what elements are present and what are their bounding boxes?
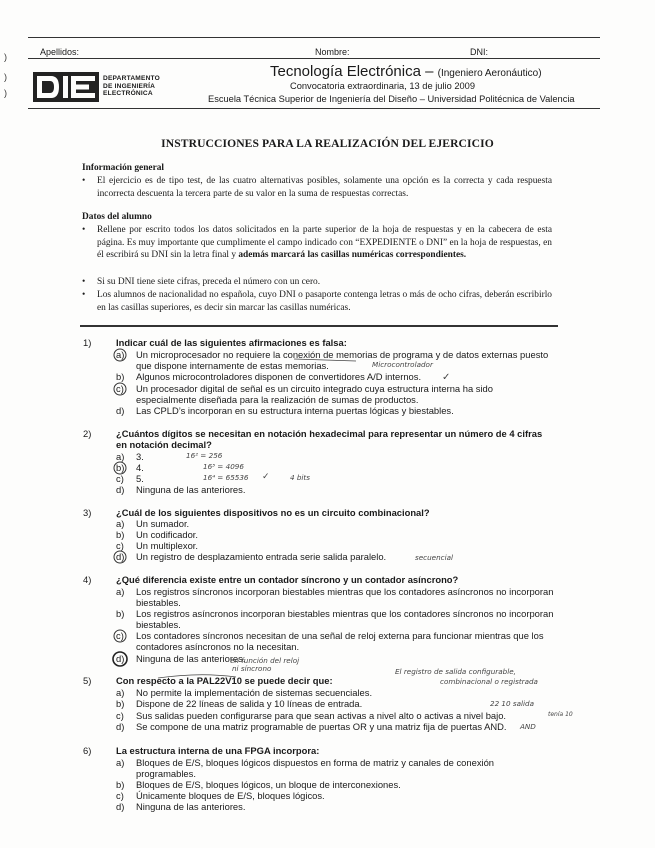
option-text: 3. [136,451,144,462]
option-text: Se compone de una matriz programable de puertas OR y una matriz fija de puertas AND. [136,721,507,732]
option-text: Un multiplexor. [136,540,199,551]
option-letter: c) [116,630,124,641]
handwritten-note: 16³ = 4096 [203,462,244,471]
question-number: 2) [83,428,92,439]
question-text: Indicar cuál de las siguientes afirmaciones es falsa: [116,337,347,348]
handwritten-note: combinacional o registrada [440,677,538,686]
option-letter: d) [116,801,125,812]
handwritten-note: Microcontrolador [372,360,433,369]
option-letter: a) [116,451,125,462]
student-item-3-text: Los alumnos de nacionalidad no española, cuyo DNI o pasaporte contenga letras o más de ocho cifras, deberán escribirlo en las casillas superiores, es decir sin marcar las casillas numéricas. [97,290,552,313]
option-letter: a) [116,518,125,529]
student-heading-text: Datos del alumno [82,212,152,222]
handwritten-note: 16⁴ = 65536 [203,473,249,482]
option-letter: c) [116,790,124,801]
check-mark-icon: ✓ [262,472,270,482]
option-letter: c) [116,473,124,484]
option-text: Sus salidas pueden configurarse para que sean activas a nivel alto o activas a nivel bajo. [136,710,507,721]
option-text: Bloques de E/S, bloques lógicos dispuestos en forma de matriz y canales de conexión programables. [136,757,495,780]
option-letter: c) [116,710,124,721]
option-text: Los contadores síncronos necesitan de una señal de reloj externa para funcionar mientras que los contadores asíncronos no la necesitan. [136,630,544,653]
option-text: Dispone de 22 líneas de salida y 10 líneas de entrada. [136,698,363,709]
question-text: ¿Cuántos dígitos se necesitan en notación hexadecimal para representar un número de 4 cifras en notación decimal? [116,428,543,451]
dept-line-1: DEPARTAMENTO [103,75,160,82]
option-text: Los registros asíncronos incorporan biestables mientras que los contadores síncronos no incorporan biestables. [136,608,554,631]
option-text: Algunos microcontroladores disponen de convertidores A/D internos. [136,371,422,382]
course-name: Tecnología Electrónica – [270,63,434,80]
student-item-1a: Rellene por escrito todos los datos solicitados en la parte superior de la hoja de respuestas y en la cabecera de esta página. Es muy importante que cumplimente el campo indicado con “EXPEDIENTE o DNI” en la hoja de respuestas, en él escribirá su DNI sin la letra final y [97,225,552,261]
option-letter: a) [116,687,125,698]
option-letter: a) [116,586,125,597]
dept-line-2: DE INGENIERÍA [103,82,156,90]
student-item-1b: además marcará las casillas numéricas correspondientes. [238,250,467,261]
check-mark-icon: ✓ [442,372,451,383]
question-number: 4) [83,574,92,585]
handwritten-note: 4 bits [290,473,310,482]
circle-mark-q4c [114,630,126,642]
underline-mark [294,359,356,361]
question-text: La estructura interna de una FPGA incorpora: [116,745,320,756]
question-number: 6) [83,745,92,756]
option-text: 5. [136,473,144,484]
convocatoria: Convocatoria extraordinaria, 13 de julio 2009 [290,81,476,91]
circle-mark-q3d [114,551,126,563]
question-text: ¿Qué diferencia existe entre un contador síncrono y un contador asíncrono? [116,574,459,585]
handwritten-note: en función del reloj [230,656,300,665]
circle-mark-q2b [114,462,126,474]
dept-line-3: ELECTRÓNICA [103,90,153,98]
circle-mark-q4d [113,652,127,666]
nombre-label: Nombre: [315,47,350,57]
handwritten-note: 22 10 salida [490,699,534,708]
option-text: Un codificador. [136,529,199,540]
instructions-title: INSTRUCCIONES PARA LA REALIZACIÓN DEL EJERCICIO [161,137,494,150]
general-item-text: El ejercicio es de tipo test, de las cuatro alternativas posibles, solamente una opción es la correcta y cada respuesta incorrecta descuenta la tercera parte de su valor en la suma de respuestas correctas. [97,176,552,199]
question-number: 3) [83,507,92,518]
option-letter: a) [116,757,125,768]
option-text: Bloques de E/S, bloques lógicos, un bloque de interconexiones. [136,779,401,790]
option-text: Un procesador digital de señal es un circuito integrado cuya estructura interna ha sido especialmente diseñada para la realización de sumas de productos. [136,383,493,406]
bullet-icon: • [82,290,86,300]
circle-mark-q1c [114,383,126,395]
question-number: 5) [83,675,92,686]
option-letter: b) [116,698,125,709]
scan-mark: ) [4,72,7,82]
bullet-icon: • [82,277,86,287]
option-text: 4. [136,462,144,473]
option-text: Únicamente bloques de E/S, bloques lógicos. [136,790,325,801]
option-text: Un sumador. [136,518,190,529]
option-text: Las CPLD’s incorporan en su estructura interna puertas lógicas y biestables. [136,405,454,416]
option-letter: d) [116,551,125,562]
question-number: 1) [83,337,92,348]
question-text: ¿Cuál de los siguientes dispositivos no es un circuito combinacional? [116,507,430,518]
course-subtitle: (Ingeniero Aeronáutico) [437,68,542,79]
apellidos-label: Apellidos: [40,47,80,57]
option-letter: d) [116,405,125,416]
option-text: Ninguna de las anteriores. [136,801,246,812]
scan-mark: ) [4,88,7,98]
option-letter: a) [116,349,125,360]
option-text: No permite la implementación de sistemas secuenciales. [136,687,373,698]
option-letter: d) [116,721,125,732]
option-letter: b) [116,779,125,790]
option-text: Ninguna de las anteriores. [136,653,246,664]
school-name: Escuela Técnica Superior de Ingeniería del Diseño – Universidad Politécnica de Valencia [208,94,575,104]
general-heading: Información general [82,163,165,173]
handwritten-note: tenía 10 [548,711,573,718]
handwritten-note: AND [520,722,536,731]
bullet-icon: • [82,225,86,235]
option-letter: b) [116,371,125,382]
option-letter: c) [116,540,124,551]
option-letter: b) [116,462,125,473]
bullet-icon: • [82,176,86,186]
option-text: Los registros síncronos incorporan biestables mientras que los contadores asíncronos no incorporan biestables. [136,586,554,609]
student-item-2-text: Si su DNI tiene siete cifras, preceda el número con un cero. [97,277,321,287]
scan-mark: ) [4,52,7,62]
option-letter: c) [116,383,124,394]
handwritten-note: secuencial [415,553,454,562]
question-text: Con respecto a la PAL22V10 se puede decir que: [116,675,333,686]
option-letter: b) [116,608,125,619]
option-letter: b) [116,529,125,540]
handwritten-note: 16² = 256 [186,451,223,460]
option-letter: d) [116,653,125,664]
underline-mark [158,675,236,678]
option-text: Un microprocesador no requiere la conexión de memorias de programa y de datos externas puesto que dispone internamente de estas memorias. [136,349,549,372]
handwritten-note: El registro de salida configurable, [395,667,516,676]
circle-mark-q1a [114,349,126,361]
option-text: Ninguna de las anteriores. [136,484,246,495]
dni-label: DNI: [470,47,488,57]
option-letter: d) [116,484,125,495]
option-text: Un registro de desplazamiento entrada serie salida paralelo. [136,551,387,562]
handwritten-note: ni síncrono [232,664,272,673]
